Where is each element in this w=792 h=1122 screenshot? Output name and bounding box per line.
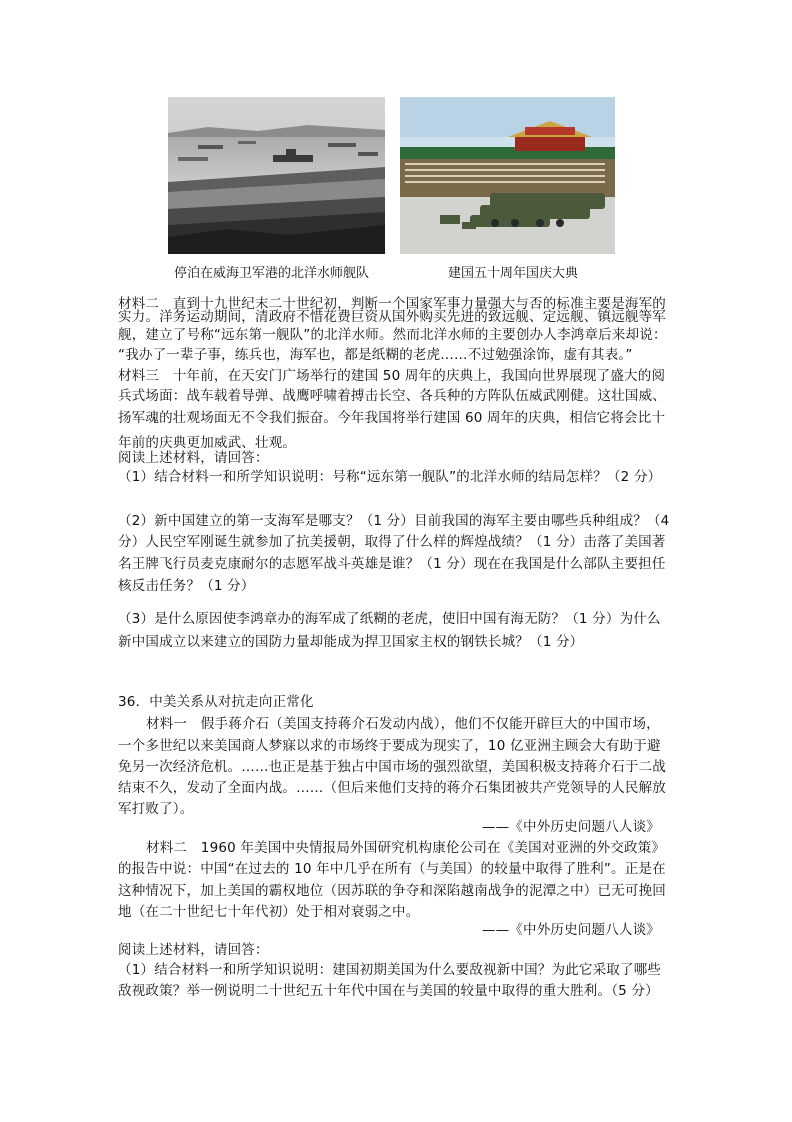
- right-photo-caption: 建国五十周年国庆大典: [448, 266, 579, 281]
- question-line: （1）结合材料一和所学知识说明：建国初期美国为什么要敌视新中国？为此它采取了哪些: [118, 962, 662, 978]
- question-line: （3）是什么原因使李鸿章办的海军成了纸糊的老虎，使旧中国有海无防？（1 分）为什么: [118, 611, 661, 627]
- text-line: 材料二 直到十九世纪末二十世纪初，判断一个国家军事力量强大与否的标准主要是海军的: [118, 296, 666, 312]
- text-line: 军打败了）。: [118, 801, 194, 817]
- text-line: 舰，建立了号称“远东第一舰队”的北洋水师。然而北洋水师的主要创办人李鸿章后来却说：: [118, 327, 667, 343]
- text-line: 实力。洋务运动期间，清政府不惜花费巨资从国外购买先进的致远舰、定远舰、镇远舰等军: [118, 309, 666, 325]
- text-line: 结束不久，发动了全面内战。……（但后来他们支持的蒋介石集团被共产党领导的人民解放: [118, 780, 666, 796]
- section-heading: 36．中美关系从对抗走向正常化: [118, 694, 314, 710]
- text-line: 免另一次经济危机。……也正是基于独占中国市场的强烈欲望，美国积极支持蒋介石于二战: [118, 759, 666, 775]
- text-line: 材料三 十年前，在天安门广场举行的建国 50 周年的庆典上，我国向世界展现了盛大的阅: [118, 368, 666, 384]
- text-line: 材料一 假手蒋介石（美国支持蒋介石发动内战），他们不仅能开辟巨大的中国市场，: [146, 716, 660, 732]
- question-line: 核反击任务？（1 分）: [118, 578, 255, 594]
- parade-image: [400, 97, 615, 254]
- text-line: 材料二 1960 年美国中央情报局外国研究机构康伦公司在《美国对亚洲的外交政策》: [146, 840, 666, 856]
- national-day-parade-photo: [400, 97, 615, 254]
- text-line: 兵式场面：战车载着导弹、战鹰呼啸着搏击长空、各兵种的方阵队伍威武刚健。这壮国威、: [118, 388, 666, 404]
- source-citation: ——《中外历史问题八人谈》: [481, 922, 660, 938]
- text-line: 阅读上述材料，请回答：: [118, 450, 269, 466]
- beiyang-fleet-image: [168, 97, 385, 254]
- question-line: 分）人民空军刚诞生就参加了抗美援朝，取得了什么样的辉煌战绩？（1 分）击落了美国著: [118, 534, 666, 550]
- text-line: 一个多世纪以来美国商人梦寐以求的市场终于要成为现实了，10 亿亚洲主顾会大有助于避: [118, 738, 661, 754]
- text-line: 地（在二十世纪七十年代初）处于相对衰弱之中。: [118, 904, 420, 920]
- text-line: 年前的庆典更加威武、壮观。: [118, 435, 297, 451]
- text-line: “我办了一辈子事，练兵也，海军也，都是纸糊的老虎……不过勉强涂饰，虚有其表。”: [118, 347, 633, 363]
- question-line: （2）新中国建立的第一支海军是哪支？（1 分）目前我国的海军主要由哪些兵种组成？（4: [118, 513, 670, 529]
- text-line: 扬军魂的壮观场面无不令我们振奋。今年我国将举行建国 60 周年的庆典，相信它将会比十: [118, 410, 666, 426]
- question-line: 敌视政策？举一例说明二十世纪五十年代中国在与美国的较量中取得的重大胜利。（5 分）: [118, 983, 659, 999]
- text-line: 的报告中说：中国“在过去的 10 年中几乎在所有（与美国）的较量中取得了胜利”。正是在: [118, 861, 666, 877]
- question-line: 新中国成立以来建立的国防力量却能成为捍卫国家主权的钢铁长城？（1 分）: [118, 634, 584, 650]
- source-citation: ——《中外历史问题八人谈》: [481, 819, 660, 835]
- question-line: 名王牌飞行员麦克康耐尔的志愿军战斗英雄是谁？（1 分）现在在我国是什么部队主要担任: [118, 556, 666, 572]
- question-line: （1）结合材料一和所学知识说明：号称“远东第一舰队”的北洋水师的结局怎样？（2 分）: [118, 469, 662, 485]
- beiyang-fleet-photo: [168, 97, 385, 254]
- text-line: 这种情况下，加上美国的霸权地位（因苏联的争夺和深陷越南战争的泥潭之中）已无可挽回: [118, 883, 666, 899]
- text-line: 阅读上述材料，请回答：: [118, 942, 269, 958]
- left-photo-caption: 停泊在威海卫军港的北洋水师舰队: [174, 266, 370, 281]
